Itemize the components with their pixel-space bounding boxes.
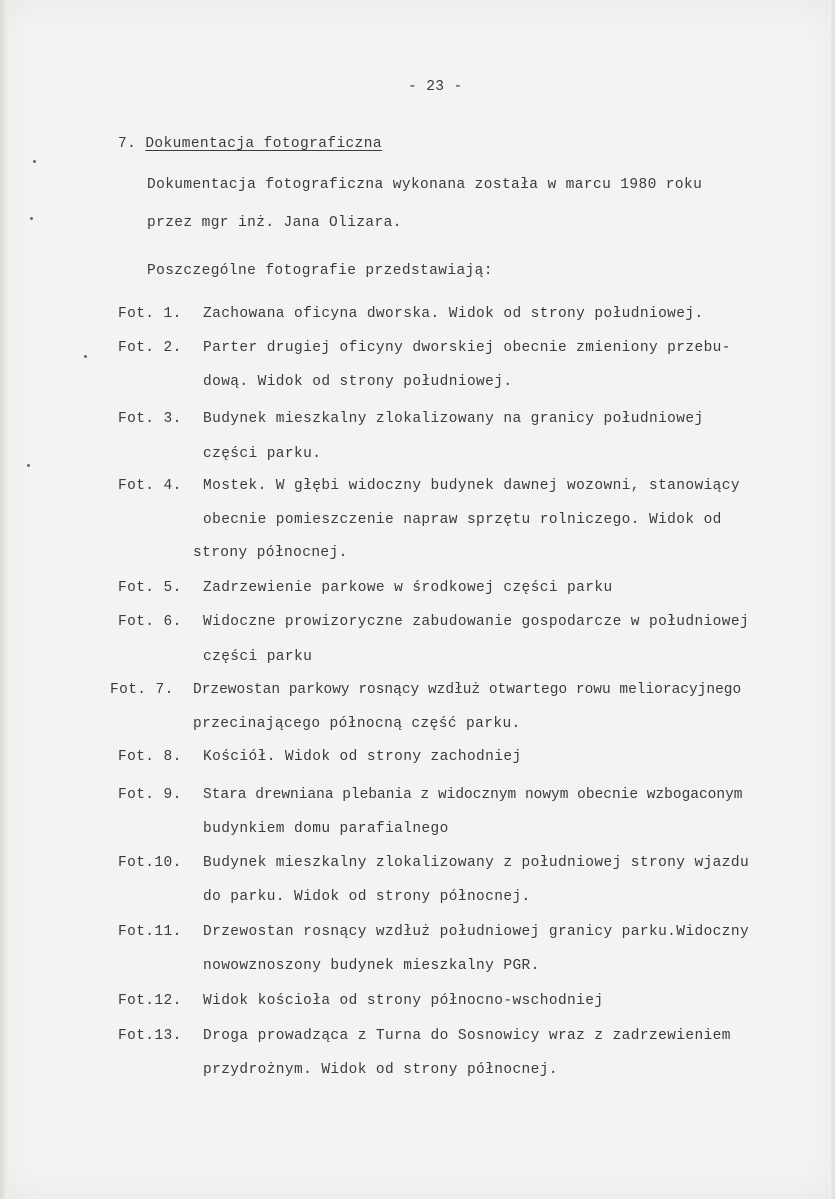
photo-caption-line: Kościół. Widok od strony zachodniej bbox=[203, 749, 522, 765]
photo-label: Fot.10. bbox=[118, 855, 182, 871]
photo-label: Fot. 6. bbox=[118, 614, 182, 630]
photo-caption-line: przecinającego północną część parku. bbox=[193, 716, 521, 732]
photo-label: Fot. 7. bbox=[110, 682, 174, 698]
photo-caption-line: obecnie pomieszczenie napraw sprzętu rolniczego. Widok od bbox=[203, 512, 722, 528]
photo-caption-line: budynkiem domu parafialnego bbox=[203, 821, 449, 837]
photo-caption-line: Parter drugiej oficyny dworskiej obecnie zmieniony przebu- bbox=[203, 340, 731, 356]
photo-caption-line: Widoczne prowizoryczne zabudowanie gospodarcze w południowej bbox=[203, 614, 750, 630]
photo-label: Fot. 4. bbox=[118, 478, 182, 494]
section-number: 7. bbox=[118, 136, 137, 152]
intro-line: przez mgr inż. Jana Olizara. bbox=[147, 215, 402, 231]
photo-label: Fot.13. bbox=[118, 1028, 182, 1044]
photo-label: Fot.11. bbox=[118, 924, 182, 940]
list-intro: Poszczególne fotografie przedstawiają: bbox=[147, 263, 493, 279]
section-title: Dokumentacja fotograficzna bbox=[145, 136, 382, 152]
photo-caption-line: Budynek mieszkalny zlokalizowany z południowej strony wjazdu bbox=[203, 855, 750, 871]
photo-caption-line: Zachowana oficyna dworska. Widok od strony południowej. bbox=[203, 306, 704, 322]
photo-label: Fot. 8. bbox=[118, 749, 182, 765]
margin-mark bbox=[30, 217, 33, 220]
photo-label: Fot. 1. bbox=[118, 306, 182, 322]
photo-caption-line: do parku. Widok od strony północnej. bbox=[203, 889, 531, 905]
photo-caption-line: strony północnej. bbox=[193, 545, 348, 561]
photo-caption-line: części parku bbox=[203, 649, 313, 665]
intro-line: Dokumentacja fotograficzna wykonana została w marcu 1980 roku bbox=[147, 177, 703, 193]
photo-caption-line: nowowznoszony budynek mieszkalny PGR. bbox=[203, 958, 540, 974]
photo-caption-line: Drzewostan rosnący wzdłuż południowej granicy parku.Widoczny bbox=[203, 924, 750, 940]
photo-label: Fot. 2. bbox=[118, 340, 182, 356]
photo-caption-line: Zadrzewienie parkowe w środkowej części parku bbox=[203, 580, 613, 596]
photo-caption-line: części parku. bbox=[203, 446, 322, 462]
section-heading bbox=[118, 135, 382, 153]
margin-mark bbox=[33, 160, 36, 163]
margin-mark bbox=[84, 355, 87, 358]
page-number: - 23 - bbox=[408, 79, 463, 95]
photo-label: Fot. 3. bbox=[118, 411, 182, 427]
photo-label: Fot. 5. bbox=[118, 580, 182, 596]
photo-caption-line: Widok kościoła od strony północno-wschodniej bbox=[203, 993, 604, 1009]
photo-label: Fot. 9. bbox=[118, 787, 182, 803]
margin-mark bbox=[27, 464, 30, 467]
photo-label: Fot.12. bbox=[118, 993, 182, 1009]
photo-caption-line: Stara drewniana plebania z widocznym nowym obecnie wzbogaconym bbox=[203, 787, 743, 803]
photo-caption-line: przydrożnym. Widok od strony północnej. bbox=[203, 1062, 558, 1078]
photo-caption-line: dową. Widok od strony południowej. bbox=[203, 374, 513, 390]
photo-caption-line: Drzewostan parkowy rosnący wzdłuż otwartego rowu melioracyjnego bbox=[193, 682, 742, 698]
photo-caption-line: Mostek. W głębi widoczny budynek dawnej wozowni, stanowiący bbox=[203, 478, 740, 494]
paper-edge-right bbox=[829, 0, 835, 1199]
photo-caption-line: Droga prowadząca z Turna do Sosnowicy wraz z zadrzewieniem bbox=[203, 1028, 731, 1044]
photo-caption-line: Budynek mieszkalny zlokalizowany na granicy południowej bbox=[203, 411, 704, 427]
paper-edge-left bbox=[0, 0, 8, 1199]
